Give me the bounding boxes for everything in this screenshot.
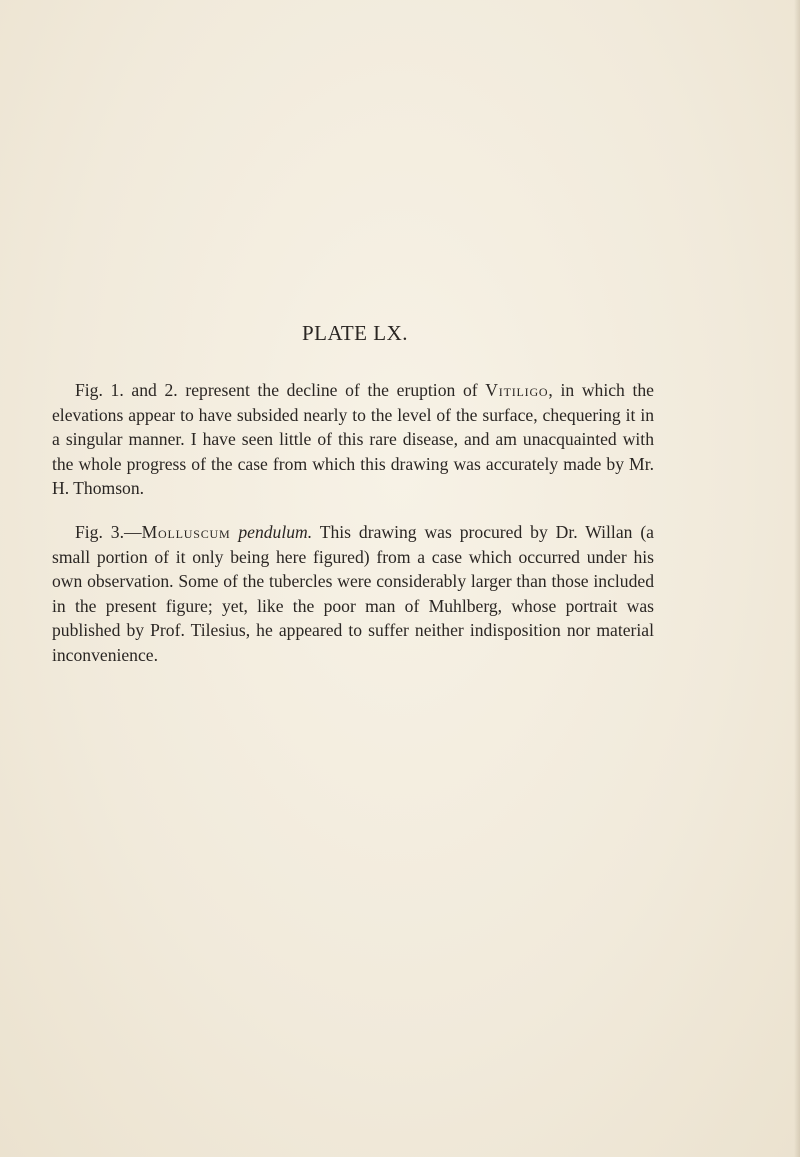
paragraph-2-term: Molluscum xyxy=(141,522,231,542)
paragraph-1-term: Vitiligo xyxy=(485,380,549,400)
paragraph-1-body: , in which the elevations appear to have subsided nearly to the level of the surface, chequering it in a singular manner. I have seen little of this rare disease, and am unacquainted with the whole progress of the case from which this drawing was accurately made by Mr. H. Thomson. xyxy=(52,380,654,499)
paragraph-1-lead: Fig. 1. and 2. represent the decline of the eruption of xyxy=(75,380,486,400)
plate-title: PLATE LX. xyxy=(302,321,408,345)
paragraph-2-term-italic: pendulum. xyxy=(238,522,313,542)
page-edge-shadow xyxy=(794,0,800,1157)
paragraph-2-body: This drawing was procured by Dr. Willan (a small portion of it only being here figured) from a case which occurred under his own observation. Some of the tubercles were considerably larger than those included in the present figure; yet, like the poor man of Muhlberg, whose portrait was published by Prof. Tilesius, he appeared to suffer neither indisposition nor material inconvenience. xyxy=(52,522,654,665)
paragraph-2-lead: Fig. 3.— xyxy=(75,522,142,542)
paragraph-figs-1-2 xyxy=(52,378,654,501)
paragraph-fig-3 xyxy=(52,520,654,668)
